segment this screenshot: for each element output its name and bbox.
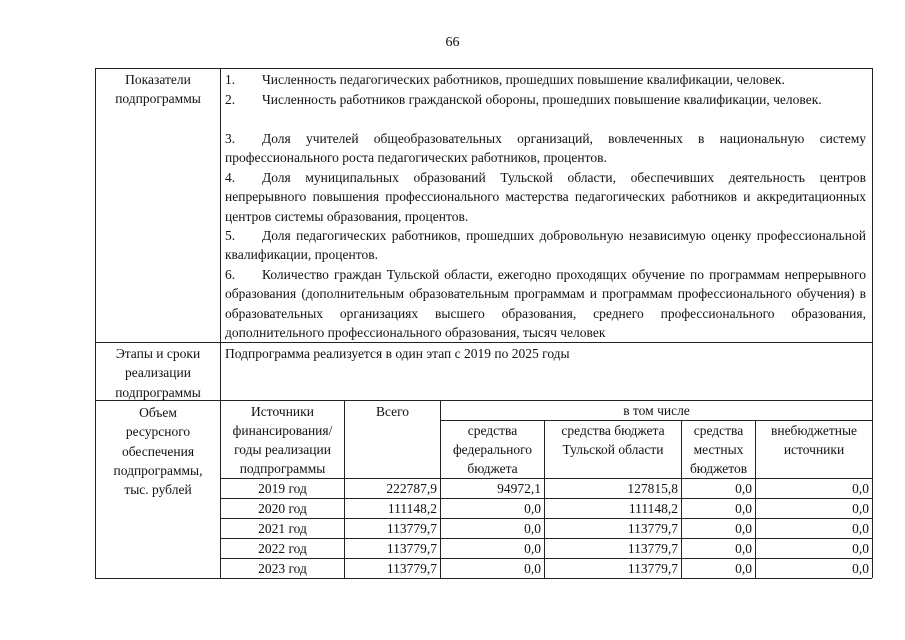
label-line: Объем — [139, 405, 177, 420]
cell-year: 2023 год — [258, 561, 307, 576]
indicators-label — [96, 70, 220, 109]
header-including — [441, 401, 872, 420]
cell-extra: 0,0 — [852, 541, 869, 556]
cell-federal: 0,0 — [524, 501, 541, 516]
header-federal — [441, 421, 544, 478]
label-line: подпрограммы — [115, 91, 201, 107]
indicator-item-1 — [225, 70, 866, 89]
cell-federal: 0,0 — [524, 521, 541, 536]
header-regional — [545, 421, 681, 459]
header-line: федерального — [452, 442, 533, 457]
cell-regional: 111148,2 — [628, 501, 678, 516]
label-line: тыс. рублей — [124, 482, 192, 498]
header-sources — [221, 402, 344, 478]
header-line: в том числе — [623, 403, 690, 418]
indicator-number: 4. — [225, 170, 236, 185]
header-local — [682, 421, 755, 478]
header-line: годы реализации — [234, 442, 331, 457]
cell-local: 0,0 — [735, 501, 752, 516]
indicator-text: Доля муниципальных образований Тульской области, обеспечивших деятельность центров непрерывного повышения профессионального мастерства педагогических работников и аккредитационных центров системы образования, процентов. — [225, 170, 866, 224]
header-line: финансирования/ — [232, 423, 333, 438]
indicator-number: 3. — [225, 131, 236, 146]
table-row — [0, 559, 905, 579]
cell-local: 0,0 — [735, 481, 752, 496]
stages-label — [96, 344, 220, 402]
cell-local: 0,0 — [735, 561, 752, 576]
cell-total: 113779,7 — [386, 521, 437, 536]
cell-federal: 0,0 — [524, 541, 541, 556]
cell-extra: 0,0 — [852, 481, 869, 496]
indicator-number: 5. — [225, 228, 236, 243]
stages-text: Подпрограмма реализуется в один этап с 2019 по 2025 годы — [225, 346, 570, 361]
header-line: Тульской области — [562, 442, 664, 457]
indicator-text: Доля учителей общеобразовательных организаций, вовлеченных в национальную систему профессионального роста педагогических работников, процентов. — [225, 131, 866, 166]
label-line: Показатели — [125, 72, 191, 87]
page-number: 66 — [445, 35, 460, 50]
indicator-number: 6. — [225, 267, 236, 282]
cell-federal: 0,0 — [524, 561, 541, 576]
header-line: Всего — [375, 404, 410, 419]
indicator-number: 2. — [225, 92, 236, 107]
header-line: источники — [783, 442, 845, 457]
header-line: Источники — [251, 404, 314, 419]
cell-federal: 94972,1 — [497, 481, 541, 496]
cell-extra: 0,0 — [852, 561, 869, 576]
label-line: ресурсного — [125, 424, 191, 440]
cell-local: 0,0 — [735, 541, 752, 556]
header-line: подпрограммы — [239, 461, 326, 476]
header-line: бюджета — [467, 461, 518, 476]
header-line: средства бюджета — [561, 423, 665, 438]
cell-year: 2021 год — [258, 521, 307, 536]
cell-total: 222787,9 — [386, 481, 437, 496]
indicator-item-5 — [225, 226, 866, 265]
header-extra — [756, 421, 872, 459]
indicator-number: 1. — [225, 72, 236, 87]
header-line: бюджетов — [689, 461, 748, 476]
cell-regional: 113779,7 — [627, 521, 678, 536]
table-row — [0, 519, 905, 539]
cell-local: 0,0 — [735, 521, 752, 536]
label-line: реализации — [125, 365, 191, 381]
table-row — [0, 539, 905, 559]
indicator-item-2 — [225, 90, 866, 109]
indicator-text: Доля педагогических работников, прошедших добровольную независимую оценку профессиональной квалификации, процентов. — [225, 228, 866, 263]
cell-regional: 113779,7 — [627, 541, 678, 556]
header-total — [345, 402, 440, 421]
label-line: Этапы и сроки — [115, 346, 201, 361]
cell-extra: 0,0 — [852, 501, 869, 516]
header-line: средства — [467, 423, 518, 438]
cell-extra: 0,0 — [852, 521, 869, 536]
header-line: внебюджетные — [770, 423, 858, 438]
table-row — [0, 479, 905, 499]
indicator-item-3 — [225, 129, 866, 168]
indicator-text: Численность работников гражданской обороны, прошедших повышение квалификации, человек. — [262, 92, 822, 107]
cell-total: 113779,7 — [386, 561, 437, 576]
label-line: подпрограммы, — [113, 462, 203, 478]
header-line: средства — [693, 423, 744, 438]
cell-year: 2020 год — [258, 501, 307, 516]
cell-regional: 127815,8 — [627, 481, 678, 496]
table-row — [0, 499, 905, 519]
header-line: местных — [693, 442, 744, 457]
cell-regional: 113779,7 — [627, 561, 678, 576]
cell-year: 2019 год — [258, 481, 307, 496]
indicator-text: Численность педагогических работников, прошедших повышение квалификации, человек. — [262, 72, 785, 87]
indicator-item-4 — [225, 168, 866, 226]
cell-total: 113779,7 — [386, 541, 437, 556]
indicator-item-6 — [225, 265, 866, 342]
cell-year: 2022 год — [258, 541, 307, 556]
label-line: подпрограммы — [115, 384, 201, 400]
label-line: обеспечения — [121, 443, 195, 459]
cell-total: 111148,2 — [387, 501, 437, 516]
indicator-text: Количество граждан Тульской области, ежегодно проходящих обучение по программам непрерывного образования (дополнительным образовательным программам и программам профессионального обучения) в образовательных организациях высшего образования, среднего профессионального образования, дополнительного профессионального образования, тысяч человек — [225, 267, 866, 340]
